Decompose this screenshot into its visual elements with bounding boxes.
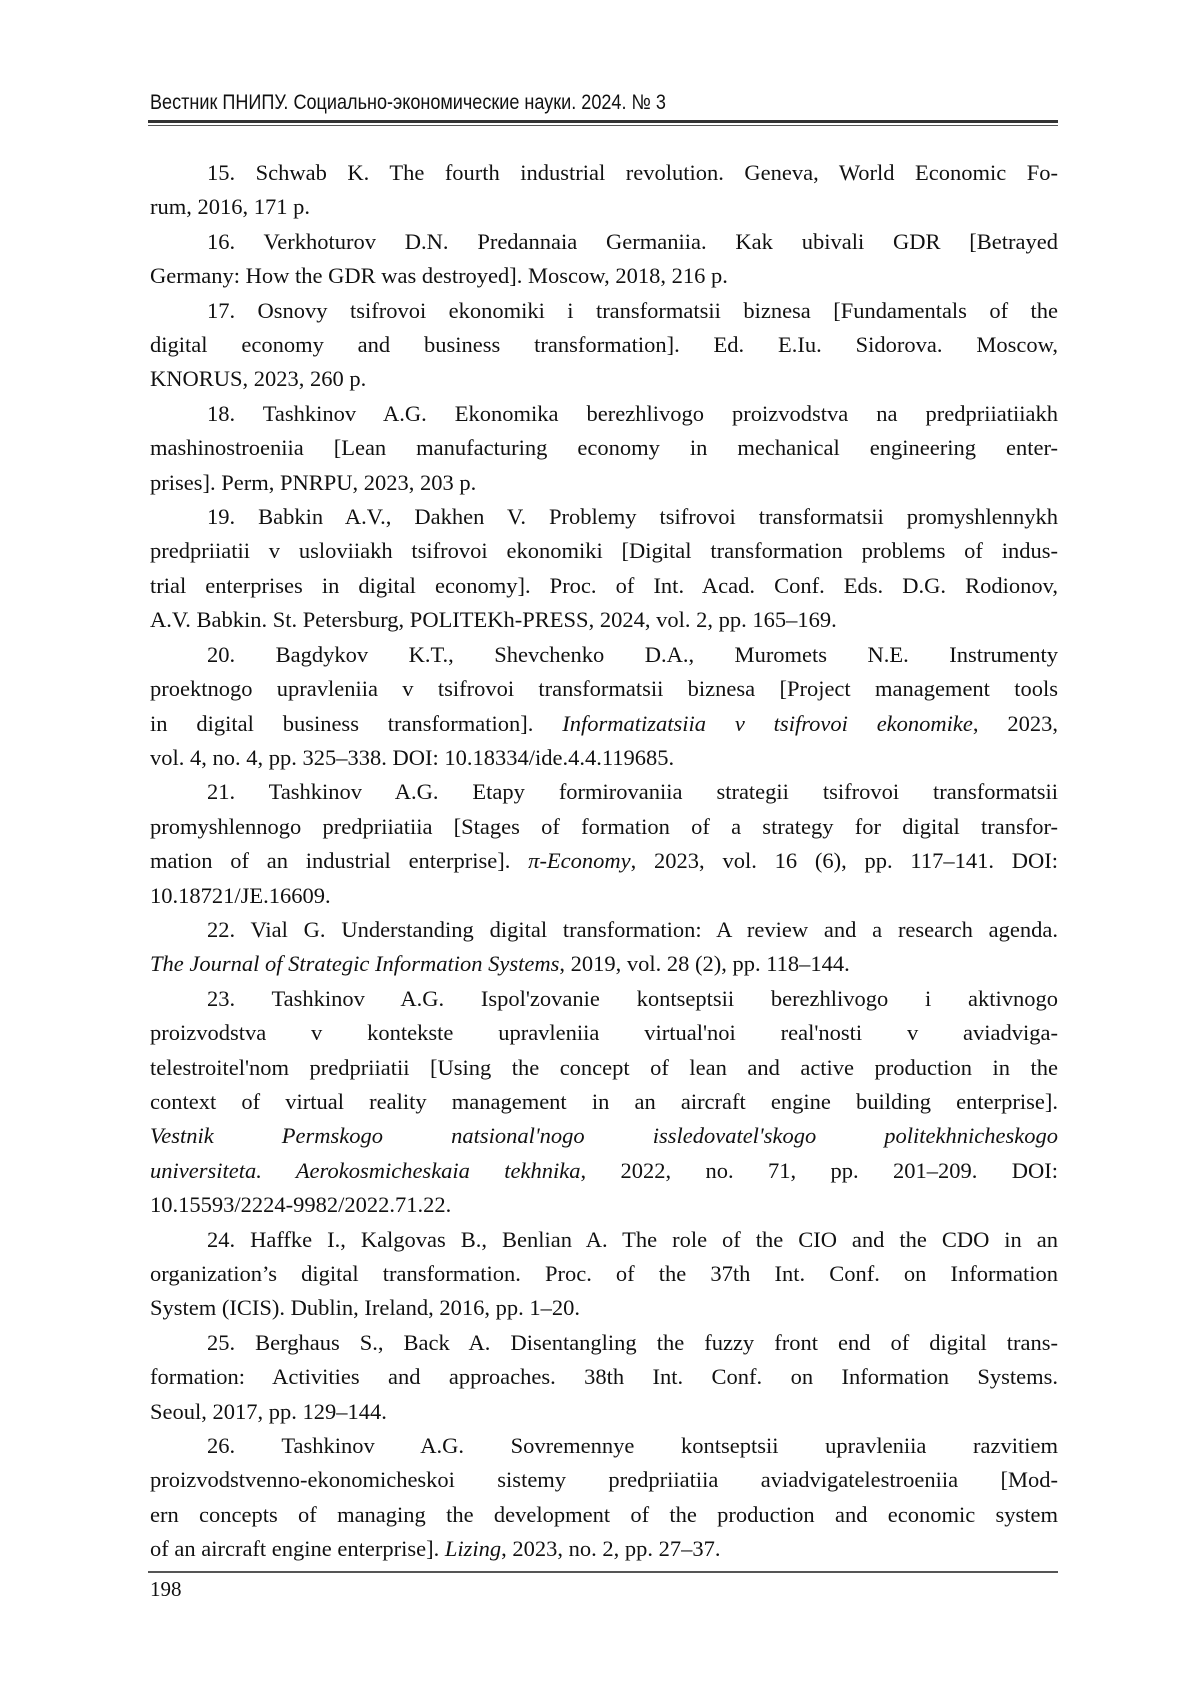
reference-text: 10.18721/JE.16609. bbox=[150, 883, 331, 908]
reference-line bbox=[150, 1291, 1058, 1325]
reference-text: proizvodstva v kontekste upravleniia virtual'noi real'nosti v aviadviga- bbox=[150, 1020, 1058, 1045]
reference-text: , 2019, vol. 28 (2), pp. 118–144. bbox=[559, 951, 849, 976]
reference-text: of an aircraft engine enterprise]. bbox=[150, 1536, 445, 1561]
reference-text: organization’s digital transformation. Proc. of the 37th Int. Conf. on Information bbox=[150, 1261, 1058, 1286]
reference-line bbox=[150, 1360, 1058, 1394]
reference-text: vol. 4, no. 4, pp. 325–338. DOI: 10.18334/ide.4.4.119685. bbox=[150, 745, 674, 770]
reference-text: 23. Tashkinov A.G. Ispol'zovanie kontseptsii berezhlivogo i aktivnogo bbox=[207, 986, 1058, 1011]
header-rule bbox=[148, 120, 1058, 123]
reference-list bbox=[150, 156, 1058, 1567]
reference-text: Germany: How the GDR was destroyed]. Moscow, 2018, 216 p. bbox=[150, 263, 728, 288]
reference-text: context of virtual reality management in an aircraft engine building enterprise]. bbox=[150, 1089, 1058, 1114]
reference-line bbox=[150, 1085, 1058, 1119]
reference-italic-text: Lizing bbox=[445, 1536, 501, 1561]
reference-line bbox=[150, 947, 1058, 981]
reference-item bbox=[150, 225, 1058, 294]
reference-line bbox=[150, 1154, 1058, 1188]
reference-text: System (ICIS). Dublin, Ireland, 2016, pp. 1–20. bbox=[150, 1295, 580, 1320]
reference-line bbox=[150, 844, 1058, 878]
reference-item bbox=[150, 1223, 1058, 1326]
reference-text: 19. Babkin A.V., Dakhen V. Problemy tsifrovoi transformatsii promyshlennykh bbox=[207, 504, 1058, 529]
reference-italic-text: Vestnik Permskogo natsional'nogo issledovatel'skogo politekhnicheskogo bbox=[150, 1123, 1058, 1148]
reference-text: Seoul, 2017, pp. 129–144. bbox=[150, 1399, 387, 1424]
reference-text: 21. Tashkinov A.G. Etapy formirovaniia strategii tsifrovoi transformatsii bbox=[207, 779, 1058, 804]
reference-line bbox=[150, 1119, 1058, 1153]
reference-line bbox=[150, 156, 1058, 190]
reference-item bbox=[150, 982, 1058, 1223]
reference-line bbox=[150, 775, 1058, 809]
reference-text: , 2023, no. 2, pp. 27–37. bbox=[501, 1536, 720, 1561]
reference-italic-text: The Journal of Strategic Information Systems bbox=[150, 951, 559, 976]
reference-line bbox=[150, 741, 1058, 775]
reference-line bbox=[150, 638, 1058, 672]
reference-line bbox=[150, 672, 1058, 706]
reference-line bbox=[150, 1395, 1058, 1429]
reference-italic-text: Informatizatsiia v tsifrovoi ekonomike bbox=[562, 711, 973, 736]
reference-line bbox=[150, 534, 1058, 568]
reference-text: 26. Tashkinov A.G. Sovremennye kontseptsii upravleniia razvitiem bbox=[207, 1433, 1058, 1458]
reference-text: proizvodstvenno-ekonomicheskoi sistemy predpriiatiia aviadvigatelestroeniia [Mod- bbox=[150, 1467, 1058, 1492]
reference-text: mation of an industrial enterprise]. bbox=[150, 848, 528, 873]
reference-text: 18. Tashkinov A.G. Ekonomika berezhlivogo proizvodstva na predpriiatiiakh bbox=[207, 401, 1058, 426]
reference-item bbox=[150, 397, 1058, 500]
reference-text: telestroitel'nom predpriiatii [Using the concept of lean and active production in the bbox=[150, 1055, 1058, 1080]
reference-text: 16. Verkhoturov D.N. Predannaia Germaniia. Kak ubivali GDR [Betrayed bbox=[207, 229, 1058, 254]
reference-text: KNORUS, 2023, 260 p. bbox=[150, 366, 366, 391]
running-header: Вестник ПНИПУ. Социально-экономические науки. 2024. № 3 bbox=[150, 91, 666, 115]
reference-line bbox=[150, 294, 1058, 328]
reference-line bbox=[150, 1463, 1058, 1497]
reference-item bbox=[150, 156, 1058, 225]
reference-line bbox=[150, 1498, 1058, 1532]
reference-line bbox=[150, 1532, 1058, 1566]
reference-line bbox=[150, 1051, 1058, 1085]
reference-line bbox=[150, 225, 1058, 259]
reference-text: ern concepts of managing the development of the production and economic system bbox=[150, 1502, 1058, 1527]
reference-text: 24. Haffke I., Kalgovas B., Benlian A. The role of the CIO and the CDO in an bbox=[207, 1227, 1058, 1252]
reference-italic-text: universiteta. Aerokosmicheskaia tekhnika bbox=[150, 1158, 581, 1183]
reference-text: formation: Activities and approaches. 38th Int. Conf. on Information Systems. bbox=[150, 1364, 1058, 1389]
reference-text: trial enterprises in digital economy]. Proc. of Int. Acad. Conf. Eds. D.G. Rodionov, bbox=[150, 573, 1058, 598]
reference-line bbox=[150, 1257, 1058, 1291]
reference-text: , 2023, vol. 16 (6), pp. 117–141. DOI: bbox=[631, 848, 1058, 873]
reference-line bbox=[150, 328, 1058, 362]
reference-text: , 2022, no. 71, pp. 201–209. DOI: bbox=[581, 1158, 1058, 1183]
reference-text: 15. Schwab K. The fourth industrial revolution. Geneva, World Economic Fo- bbox=[207, 160, 1058, 185]
reference-line bbox=[150, 879, 1058, 913]
reference-text: A.V. Babkin. St. Petersburg, POLITEKh-PRESS, 2024, vol. 2, pp. 165–169. bbox=[150, 607, 837, 632]
reference-line bbox=[150, 1188, 1058, 1222]
reference-item bbox=[150, 294, 1058, 397]
reference-line bbox=[150, 259, 1058, 293]
reference-text: rum, 2016, 171 p. bbox=[150, 194, 310, 219]
reference-text: 20. Bagdykov K.T., Shevchenko D.A., Muromets N.E. Instrumenty bbox=[207, 642, 1058, 667]
reference-text: 25. Berghaus S., Back A. Disentangling the fuzzy front end of digital trans- bbox=[207, 1330, 1058, 1355]
reference-text: prises]. Perm, PNRPU, 2023, 203 p. bbox=[150, 470, 476, 495]
footer-rule bbox=[148, 1571, 1058, 1573]
header-rule-thin bbox=[148, 125, 1058, 126]
reference-item bbox=[150, 500, 1058, 638]
reference-line bbox=[150, 466, 1058, 500]
reference-text: 10.15593/2224-9982/2022.71.22. bbox=[150, 1192, 451, 1217]
reference-line bbox=[150, 397, 1058, 431]
reference-item bbox=[150, 638, 1058, 776]
reference-text: 22. Vial G. Understanding digital transformation: A review and a research agenda. bbox=[207, 917, 1058, 942]
reference-line bbox=[150, 1016, 1058, 1050]
reference-line bbox=[150, 569, 1058, 603]
reference-text: , 2023, bbox=[973, 711, 1058, 736]
reference-item bbox=[150, 1326, 1058, 1429]
reference-line bbox=[150, 1223, 1058, 1257]
reference-line bbox=[150, 1326, 1058, 1360]
reference-italic-text: π-Economy bbox=[528, 848, 630, 873]
reference-item bbox=[150, 775, 1058, 913]
reference-line bbox=[150, 982, 1058, 1016]
reference-line bbox=[150, 810, 1058, 844]
reference-text: 17. Osnovy tsifrovoi ekonomiki i transformatsii biznesa [Fundamentals of the bbox=[207, 298, 1058, 323]
reference-line bbox=[150, 707, 1058, 741]
reference-text: promyshlennogo predpriiatiia [Stages of formation of a strategy for digital transfor- bbox=[150, 814, 1058, 839]
reference-line bbox=[150, 362, 1058, 396]
reference-text: digital economy and business transformation]. Ed. E.Iu. Sidorova. Moscow, bbox=[150, 332, 1058, 357]
reference-line bbox=[150, 1429, 1058, 1463]
reference-text: proektnogo upravleniia v tsifrovoi transformatsii biznesa [Project management tools bbox=[150, 676, 1058, 701]
reference-text: mashinostroeniia [Lean manufacturing economy in mechanical engineering enter- bbox=[150, 435, 1058, 460]
reference-text: predpriiatii v usloviiakh tsifrovoi ekonomiki [Digital transformation problems of indus- bbox=[150, 538, 1058, 563]
reference-line bbox=[150, 913, 1058, 947]
page-number: 198 bbox=[150, 1577, 182, 1602]
reference-text: in digital business transformation]. bbox=[150, 711, 562, 736]
reference-line bbox=[150, 603, 1058, 637]
reference-line bbox=[150, 190, 1058, 224]
reference-item bbox=[150, 913, 1058, 982]
reference-line bbox=[150, 431, 1058, 465]
reference-line bbox=[150, 500, 1058, 534]
reference-item bbox=[150, 1429, 1058, 1567]
